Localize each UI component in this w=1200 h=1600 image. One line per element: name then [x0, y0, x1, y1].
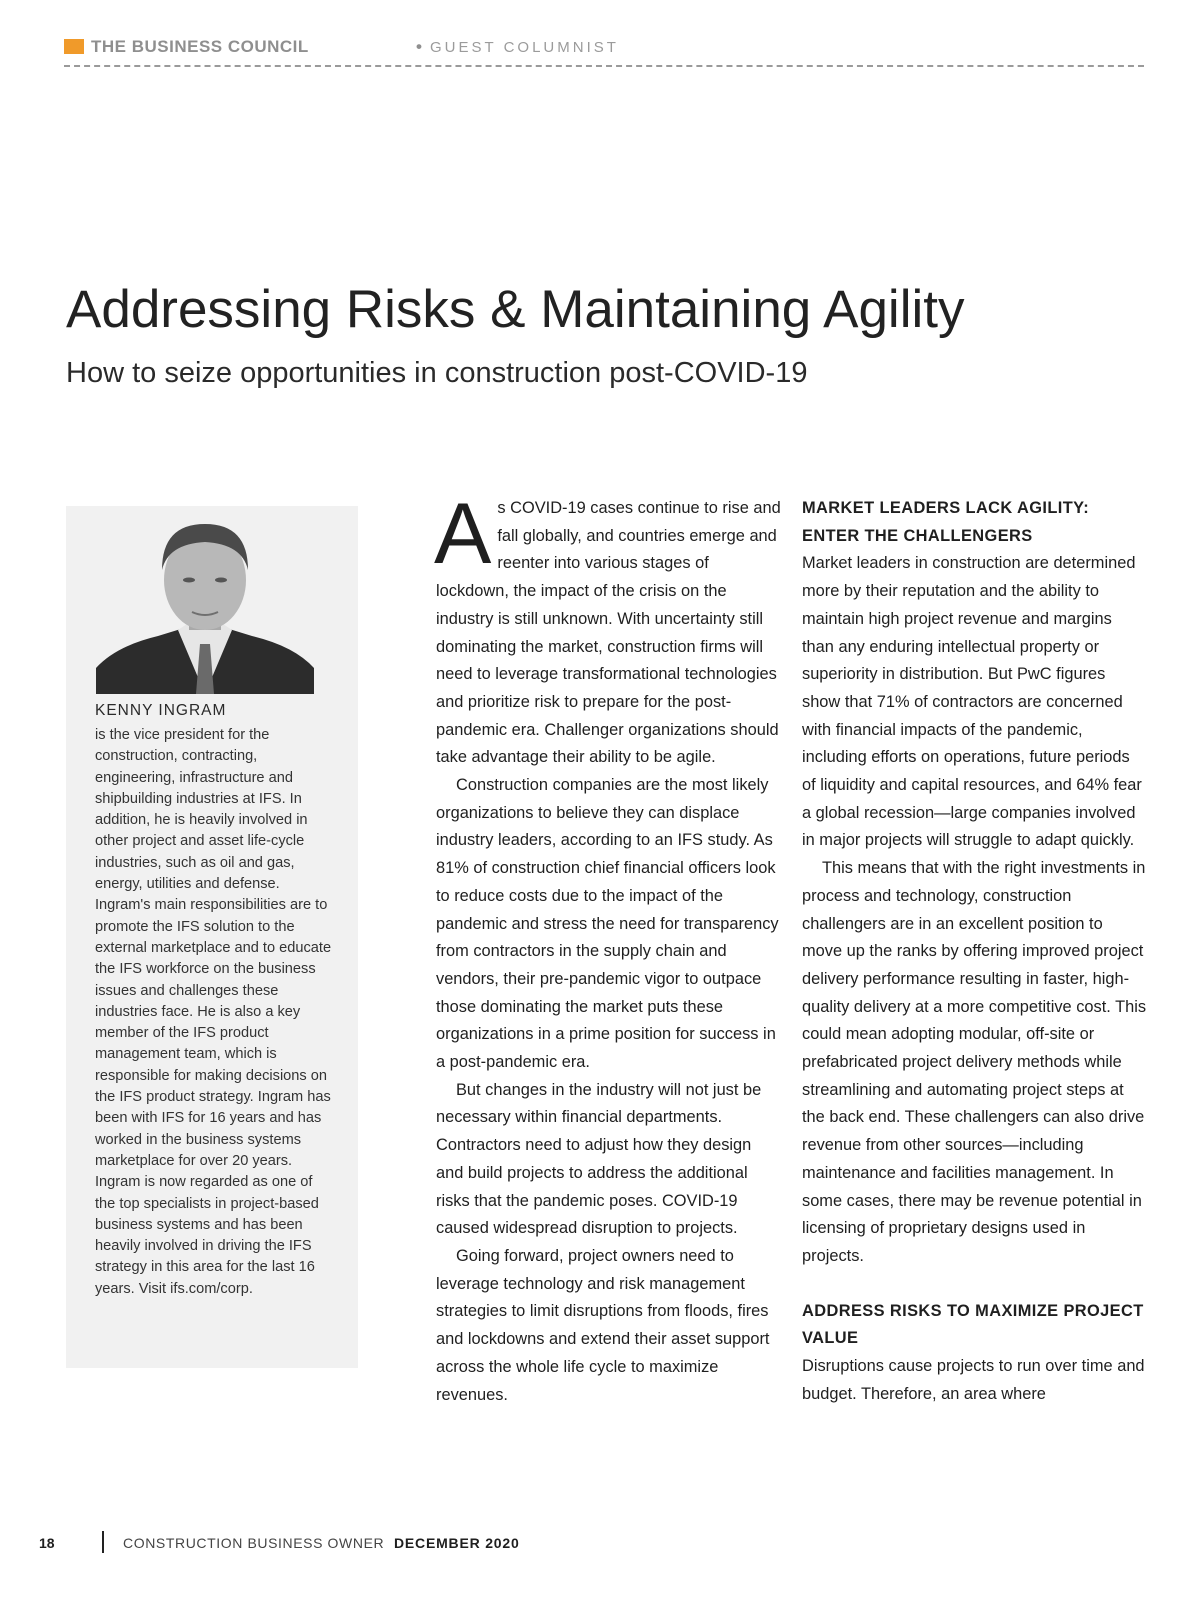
- subheading-market-leaders: MARKET LEADERS LACK AGILITY: ENTER THE CHALLENGERS: [802, 499, 1090, 545]
- paragraph-1-text: s COVID-19 cases continue to rise and fall globally, and countries emerge and reenter into various stages of lockdown, the impact of the crisis on the industry is still unknown. With uncertainty still dominating the market, construction firms will need to leverage transformational technologies and prioritize risk to prepare for the post-pandemic era. Challenger organizations should take advantage their ability to be agile.: [436, 499, 781, 767]
- author-bio-box: [66, 506, 358, 1368]
- section-header: [64, 37, 1144, 67]
- article-paragraph-2: Construction companies are the most likely organizations to believe they can displace industry leaders, according to an IFS study. As 81% of construction chief financial officers look to reduce costs due to the impact of the pandemic and stress the need for transparency from contractors in the supply chain and vendors, their pre-pandemic vigor to outpace those dominating the market puts these organizations in a prime position for success in a post-pandemic era.: [436, 776, 779, 1072]
- section-subtitle: GUEST COLUMNIST: [430, 39, 619, 56]
- drop-cap: A: [434, 486, 492, 582]
- page-number: 18: [39, 1535, 55, 1551]
- article-paragraph-6: This means that with the right investments in process and technology, construction challengers are in an excellent position to move up the ranks by offering improved project delivery performance resulting in faster, high-quality delivery at a more competitive cost. This could mean adopting modular, off-site or prefabricated project delivery methods while streamlining and automating project steps at the back end. These challengers can also drive revenue from other sources—including maintenance and facilities management. In some cases, there may be revenue potential in licensing of proprietary designs used in projects.: [802, 859, 1147, 1265]
- article-column-1: [434, 486, 781, 1409]
- author-bio: is the vice president for the construction, contracting, engineering, infrastructure and shipbuilding industries at IFS. In addition, he is heavily involved in other project and asset life-cycle industries, such as oil and gas, energy, utilities and defense. Ingram's main responsibilities are to promote the IFS solution to the external marketplace and to educate the IFS workforce on the business issues and challenges these industries face. He is also a key member of the IFS product management team, which is responsible for making decisions on the IFS product strategy. Ingram has been with IFS for 16 years and has worked in the business systems marketplace for over 20 years. Ingram is now regarded as one of the top specialists in project-based business systems and has been heavily involved in driving the IFS strategy in this area for the last 16 years. Visit ifs.com/corp.: [95, 727, 332, 1297]
- subheading-address-risks: ADDRESS RISKS TO MAXIMIZE PROJECT VALUE: [802, 1301, 1144, 1348]
- article-paragraph-1: [434, 486, 781, 772]
- issue-date: DECEMBER 2020: [394, 1535, 520, 1551]
- author-photo: [96, 518, 314, 694]
- header-separator: •: [416, 37, 422, 56]
- publication-name: CONSTRUCTION BUSINESS OWNER: [123, 1535, 385, 1551]
- article-paragraph-3: But changes in the industry will not just be necessary within financial departments. Contractors need to adjust how they design and build projects to address the additional risks that the pandemic poses. COVID-19 caused widespread disruption to projects.: [436, 1080, 762, 1238]
- author-name: KENNY INGRAM: [95, 702, 227, 719]
- article-paragraph-4: Going forward, project owners need to leverage technology and risk management strategies to limit disruptions from floods, fires and lockdowns and extend their asset support across the whole life cycle to maximize revenues.: [436, 1246, 770, 1404]
- article-deck: How to seize opportunities in construction post-COVID-19: [66, 357, 808, 389]
- footer-divider: [102, 1531, 104, 1553]
- article-paragraph-5: Market leaders in construction are determined more by their reputation and the ability to maintain high project revenue and margins than any enduring intellectual property or superiority in distribution. But PwC figures show that 71% of contractors are concerned with financial impacts of the pandemic, including efforts on operations, future periods of liquidity and capital resources, and 64% fear a global recession—large companies involved in major projects will struggle to adapt quickly.: [802, 554, 1142, 850]
- section-name: THE BUSINESS COUNCIL: [91, 37, 309, 56]
- article-headline: Addressing Risks & Maintaining Agility: [66, 280, 965, 339]
- article-column-2: [802, 495, 1147, 1409]
- orange-square-icon: [64, 39, 84, 54]
- article-paragraph-7: Disruptions cause projects to run over time and budget. Therefore, an area where: [802, 1357, 1145, 1403]
